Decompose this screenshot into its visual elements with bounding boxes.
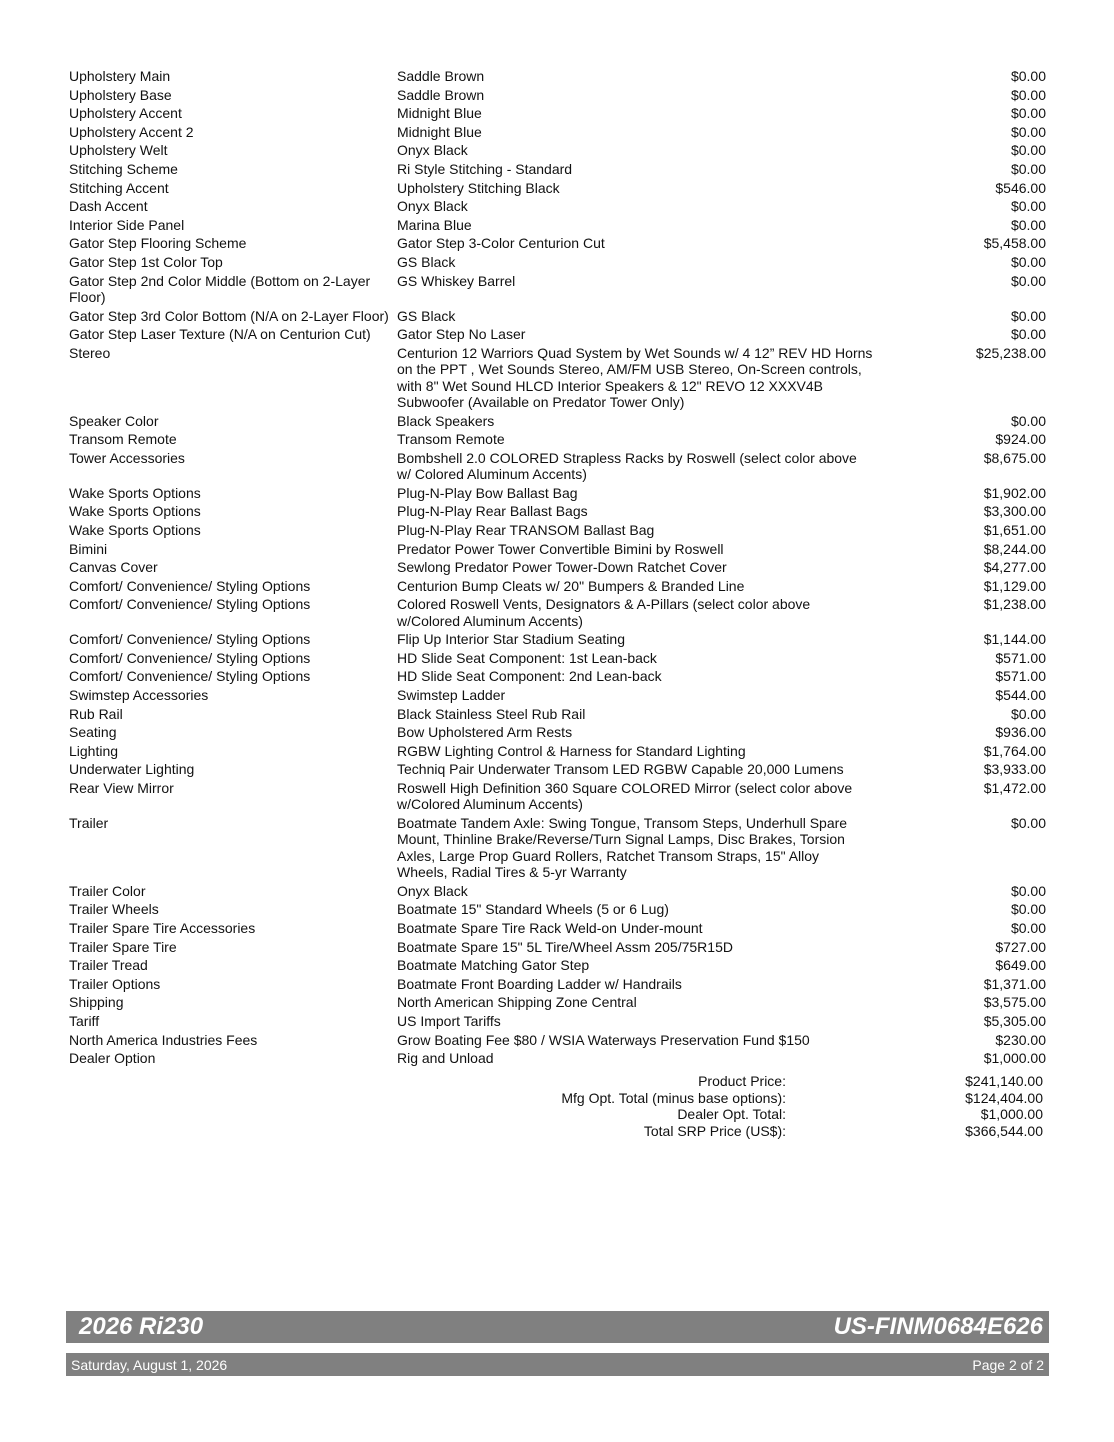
option-selection: Rig and Unload [397,1050,494,1067]
option-row [69,900,1046,919]
total-label: Mfg Opt. Total (minus base options): [561,1089,786,1106]
option-row [69,1031,1046,1050]
option-selection: Boatmate Matching Gator Step [397,957,590,974]
model-name: 2026 Ri230 [79,1313,204,1340]
option-row [69,919,1046,938]
option-selection: Boatmate Spare Tire Rack Weld-on Under-mount [397,920,703,937]
option-selection: HD Slide Seat Component: 1st Lean-back [397,649,657,666]
option-category: Comfort/ Convenience/ Styling Options [69,649,311,666]
footer-info-bar [66,1353,1049,1376]
option-price: $0.00 [1010,815,1046,832]
option-row [69,742,1046,761]
option-price: $0.00 [1010,142,1046,159]
option-price: $546.00 [995,179,1046,196]
option-category: Underwater Lighting [69,761,195,778]
option-price: $1,764.00 [983,742,1046,759]
option-selection: Black Speakers [397,412,495,429]
total-value: $124,404.00 [965,1089,1043,1106]
option-row [69,975,1046,994]
option-price: $936.00 [995,724,1046,741]
option-price: $571.00 [995,668,1046,685]
option-selection: Grow Boating Fee $80 / WSIA Waterways Preservation Fund $150 [397,1031,810,1048]
option-category: Comfort/ Convenience/ Styling Options [69,577,311,594]
option-selection: Onyx Black [397,882,468,899]
option-selection: Onyx Black [397,198,468,215]
option-row [69,86,1046,105]
option-row [69,649,1046,668]
option-row [69,558,1046,577]
option-row [69,956,1046,975]
option-category: Trailer [69,815,109,832]
option-category: Trailer Tread [69,957,148,974]
option-price: $0.00 [1010,272,1046,289]
option-selection: Ri Style Stitching - Standard [397,160,573,177]
total-row [69,1090,1043,1107]
option-selection: GS Whiskey Barrel [397,272,516,289]
option-selection: Gator Step 3-Color Centurion Cut [397,235,605,252]
option-category: Stereo [69,344,111,361]
option-category: Tower Accessories [69,449,185,466]
option-row [69,344,1046,412]
option-selection: Gator Step No Laser [397,326,526,343]
option-selection: Swimstep Ladder [397,687,506,704]
option-selection: Upholstery Stitching Black [397,179,560,196]
option-category: Upholstery Base [69,86,172,103]
option-row [69,938,1046,957]
option-row [69,104,1046,123]
option-row [69,723,1046,742]
option-price: $544.00 [995,687,1046,704]
option-selection: Plug-N-Play Rear TRANSOM Ballast Bag [397,521,655,538]
option-price: $0.00 [1010,253,1046,270]
option-row [69,449,1046,484]
option-price: $3,933.00 [983,761,1046,778]
option-row [69,760,1046,779]
option-selection: Techniq Pair Underwater Transom LED RGBW Capable 20,000 Lumens [397,761,844,778]
option-selection: US Import Tariffs [397,1013,501,1029]
option-price: $571.00 [995,649,1046,666]
option-price: $0.00 [1010,901,1046,918]
option-category: Tariff [69,1013,100,1029]
option-selection: Predator Power Tower Convertible Bimini by Roswell [397,540,724,557]
option-category: Comfort/ Convenience/ Styling Options [69,596,311,613]
option-row [69,1049,1046,1068]
option-selection: Plug-N-Play Rear Ballast Bags [397,503,588,520]
option-row [69,272,1046,307]
option-row [69,197,1046,216]
option-price: $0.00 [1010,123,1046,140]
option-category: Canvas Cover [69,559,158,576]
option-price: $0.00 [1010,882,1046,899]
option-category: Rub Rail [69,705,123,722]
option-row [69,502,1046,521]
option-price: $230.00 [995,1031,1046,1048]
option-price: $727.00 [995,938,1046,955]
option-row [69,630,1046,649]
option-row [69,307,1046,326]
option-row [69,577,1046,596]
option-category: Trailer Spare Tire [69,938,177,955]
total-label: Product Price: [698,1073,786,1089]
option-category: Gator Step Flooring Scheme [69,235,247,252]
option-row [69,123,1046,142]
total-value: $1,000.00 [980,1106,1043,1123]
option-price: $0.00 [1010,412,1046,429]
option-selection: GS Black [397,253,456,270]
option-price: $8,244.00 [983,540,1046,557]
option-row [69,686,1046,705]
option-row [69,234,1046,253]
option-row [69,253,1046,272]
option-selection: Transom Remote [397,431,505,448]
option-category: Trailer Options [69,975,161,992]
option-price: $25,238.00 [975,344,1046,361]
option-price: $1,651.00 [983,521,1046,538]
option-selection: Bombshell 2.0 COLORED Strapless Racks by Roswell (select color above w/ Colored Aluminum Accents) [397,449,857,483]
option-selection: Centurion 12 Warriors Quad System by Wet Sounds w/ 4 12” REV HD Horns on the PPT , Wet Sounds Stereo, AM/FM USB Stereo, On-Screen controls, with 8" Wet Sound HLCD Interior Speakers & 12" REVO 12 XXXV4B Subwoofer (Available on Predator Tower Only) [397,344,873,410]
option-price: $0.00 [1010,705,1046,722]
option-price: $0.00 [1010,920,1046,937]
total-row [69,1073,1043,1090]
option-price: $924.00 [995,431,1046,448]
option-row [69,67,1046,86]
option-selection: Saddle Brown [397,86,485,103]
option-row [69,325,1046,344]
option-price: $4,277.00 [983,559,1046,576]
option-price: $0.00 [1010,68,1046,84]
total-label: Total SRP Price (US$): [643,1122,786,1139]
option-selection: Midnight Blue [397,105,482,122]
option-category: Comfort/ Convenience/ Styling Options [69,631,311,648]
option-category: Transom Remote [69,431,177,448]
option-category: Comfort/ Convenience/ Styling Options [69,668,311,685]
option-category: Rear View Mirror [69,780,174,797]
option-selection: Roswell High Definition 360 Square COLORED Mirror (select color above w/Colored Aluminum Accents) [397,780,853,813]
option-selection: Onyx Black [397,142,468,159]
option-price: $1,902.00 [983,484,1046,501]
totals-summary [69,1073,1043,1139]
option-row [69,160,1046,179]
option-row [69,179,1046,198]
option-category: Wake Sports Options [69,521,201,538]
option-row [69,882,1046,901]
option-row [69,1012,1046,1031]
option-category: Gator Step 3rd Color Bottom (N/A on 2-Layer Floor) [69,307,389,324]
option-row [69,540,1046,559]
option-row [69,521,1046,540]
option-price: $5,458.00 [983,235,1046,252]
option-category: Stitching Scheme [69,160,178,177]
option-selection: Marina Blue [397,216,472,233]
option-category: Upholstery Accent 2 [69,123,194,140]
option-selection: Bow Upholstered Arm Rests [397,724,573,741]
option-category: Speaker Color [69,412,159,429]
option-selection: Boatmate Front Boarding Ladder w/ Handrails [397,975,682,992]
option-row [69,705,1046,724]
option-selection: Boatmate Spare 15" 5L Tire/Wheel Assm 205/75R15D [397,938,733,955]
total-label: Dealer Opt. Total: [677,1106,786,1123]
option-selection: Boatmate Tandem Axle: Swing Tongue, Transom Steps, Underhull Spare Mount, Thinline Brake/Reverse/Turn Signal Lamps, Disc Brakes, Torsion Axles, Large Prop Guard Rollers, Ratchet Transom Straps, 15" Alloy Wheels, Radial Tires & 5-yr Warranty [397,815,848,881]
option-selection: GS Black [397,307,456,324]
option-category: Gator Step 1st Color Top [69,253,223,270]
print-date: Saturday, August 1, 2026 [71,1356,228,1373]
option-price: $3,575.00 [983,994,1046,1011]
option-price: $0.00 [1010,86,1046,103]
total-value: $241,140.00 [965,1073,1043,1089]
option-category: Bimini [69,540,108,557]
option-category: Wake Sports Options [69,484,201,501]
total-value: $366,544.00 [965,1122,1043,1139]
option-price: $0.00 [1010,216,1046,233]
option-price: $3,300.00 [983,503,1046,520]
option-price: $0.00 [1010,326,1046,343]
option-row [69,216,1046,235]
option-category: Interior Side Panel [69,216,185,233]
build-id: US-FINM0684E626 [833,1313,1043,1340]
option-selection: RGBW Lighting Control & Harness for Standard Lighting [397,742,746,759]
option-selection: Black Stainless Steel Rub Rail [397,705,586,722]
option-row [69,993,1046,1012]
page-number: Page 2 of 2 [972,1356,1044,1373]
option-price: $8,675.00 [983,449,1046,466]
option-category: Dealer Option [69,1050,156,1067]
option-price: $5,305.00 [983,1013,1046,1029]
option-selection: Boatmate 15" Standard Wheels (5 or 6 Lug) [397,901,669,918]
option-category: Swimstep Accessories [69,687,209,704]
option-row [69,484,1046,503]
option-selection: Colored Roswell Vents, Designators & A-Pillars (select color above w/Colored Aluminum Accents) [397,596,811,629]
option-price: $1,129.00 [983,577,1046,594]
total-row [69,1106,1043,1123]
option-price: $1,472.00 [983,780,1046,797]
option-category: Dash Accent [69,198,148,215]
option-category: Trailer Color [69,882,146,899]
option-category: Upholstery Accent [69,105,182,122]
option-price: $0.00 [1010,160,1046,177]
option-row [69,779,1046,814]
options-table [69,67,1046,1068]
option-category: Upholstery Welt [69,142,168,159]
option-selection: Saddle Brown [397,68,485,84]
option-category: Wake Sports Options [69,503,201,520]
option-price: $1,238.00 [983,596,1046,613]
footer-title-bar [66,1311,1049,1343]
option-row [69,412,1046,431]
option-price: $0.00 [1010,198,1046,215]
option-selection: HD Slide Seat Component: 2nd Lean-back [397,668,662,685]
option-category: Gator Step 2nd Color Middle (Bottom on 2-Layer Floor) [69,272,371,305]
option-row [69,814,1046,882]
option-row [69,430,1046,449]
option-category: North America Industries Fees [69,1031,258,1048]
option-row [69,595,1046,630]
option-category: Stitching Accent [69,179,169,196]
total-row [69,1123,1043,1140]
option-row [69,141,1046,160]
option-category: Shipping [69,994,124,1011]
option-category: Gator Step Laser Texture (N/A on Centurion Cut) [69,326,371,343]
option-row [69,667,1046,686]
option-selection: Flip Up Interior Star Stadium Seating [397,631,625,648]
option-category: Trailer Spare Tire Accessories [69,920,256,937]
option-price: $1,144.00 [983,631,1046,648]
option-price: $0.00 [1010,105,1046,122]
option-price: $1,000.00 [983,1050,1046,1067]
option-selection: Plug-N-Play Bow Ballast Bag [397,484,578,501]
option-category: Trailer Wheels [69,901,159,918]
option-selection: Sewlong Predator Power Tower-Down Ratchet Cover [397,559,727,576]
option-category: Seating [69,724,117,741]
option-price: $649.00 [995,957,1046,974]
option-price: $0.00 [1010,307,1046,324]
option-category: Lighting [69,742,119,759]
option-price: $1,371.00 [983,975,1046,992]
option-category: Upholstery Main [69,68,171,84]
option-selection: Midnight Blue [397,123,482,140]
option-selection: Centurion Bump Cleats w/ 20" Bumpers & Branded Line [397,577,745,594]
option-selection: North American Shipping Zone Central [397,994,637,1011]
